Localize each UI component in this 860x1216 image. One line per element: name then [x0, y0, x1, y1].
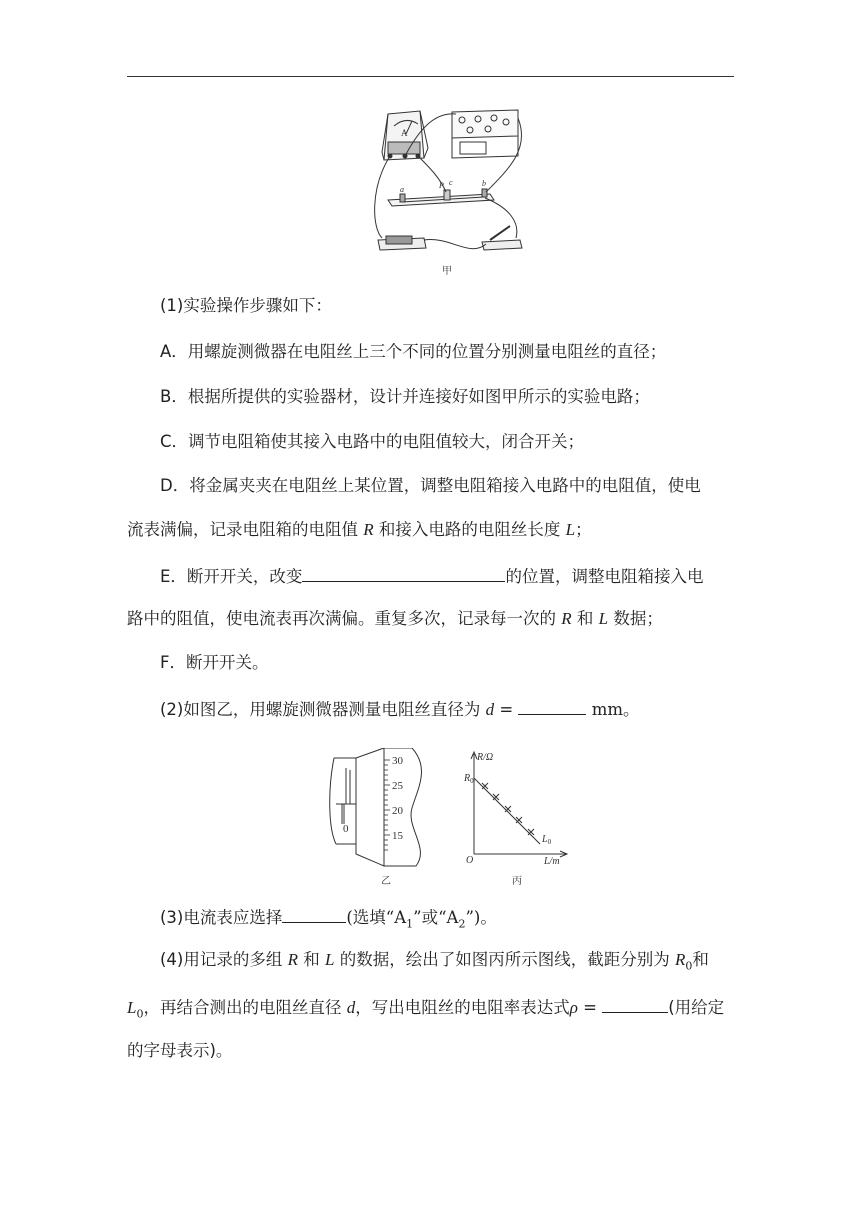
- q1-heading: (1)实验操作步骤如下：: [160, 296, 332, 315]
- node-a-label: a: [400, 185, 404, 194]
- header-rule: [127, 76, 734, 77]
- node-c-label: c: [449, 178, 453, 187]
- step-e-line2: 路中的阻值，使电流表再次满偏。重复多次，记录每一次的 R 和 L 数据；: [127, 609, 663, 628]
- q4-line2: $L_0$，再结合测出的电阻丝直径 d，写出电阻丝的电阻率表达式ρ = (用给定: [127, 995, 734, 1025]
- figure-bing-caption: 丙: [512, 876, 522, 887]
- x-intercept-label: $L_0$: [542, 834, 552, 846]
- q4-line3: 的字母表示)。: [127, 1041, 233, 1060]
- scale-label-15: 15: [392, 830, 403, 842]
- var-l: L: [565, 520, 576, 539]
- step-a: A．用螺旋测微器在电阻丝上三个不同的位置分别测量电阻丝的直径；: [160, 342, 667, 361]
- q2: (2)如图乙，用螺旋测微器测量电阻丝直径为 d = mm。: [160, 697, 734, 721]
- ammeter-letter: A: [401, 128, 408, 138]
- answer-blank-ammeter[interactable]: [282, 905, 346, 923]
- zero-label: 0: [343, 823, 349, 835]
- q3: (3)电流表应选择 (选填“$A_1$”或“$A_2$”)。: [160, 905, 734, 935]
- q4-line1: (4)用记录的多组 R 和 L 的数据，绘出了如图丙所示图线，截距分别为 $R_0$和: [160, 950, 709, 973]
- answer-blank-d[interactable]: [518, 697, 586, 715]
- figure-jia-caption: 甲: [442, 266, 452, 277]
- figure-yi-caption: 乙: [381, 876, 391, 887]
- y-intercept-label: $R_0$: [464, 773, 474, 785]
- node-b-label: b: [482, 179, 486, 188]
- scale-label-30: 30: [392, 755, 403, 767]
- scale-label-20: 20: [392, 805, 403, 817]
- origin-label: O: [466, 855, 474, 866]
- step-b: B．根据所提供的实验器材，设计并连接好如图甲所示的实验电路；: [160, 387, 650, 406]
- step-d-line1: D．将金属夹夹在电阻丝上某位置，调整电阻箱接入电路中的电阻值，使电: [160, 476, 701, 495]
- answer-blank-e[interactable]: [302, 564, 505, 582]
- step-d-line2: 流表满偏，记录电阻箱的电阻值 R 和接入电路的电阻丝长度 L；: [127, 520, 592, 539]
- var-r: R: [363, 520, 374, 539]
- figure-bing-graph: [460, 748, 570, 870]
- node-p-label: P: [439, 181, 444, 190]
- step-c: C．调节电阻箱使其接入电路中的电阻值较大，闭合开关；: [160, 432, 585, 451]
- scale-label-25: 25: [392, 780, 403, 792]
- figure-yi-micrometer: [326, 748, 436, 872]
- var-rho: ρ: [569, 998, 578, 1017]
- x-axis-label: L/m: [544, 856, 560, 867]
- answer-blank-rho[interactable]: [602, 995, 668, 1013]
- step-f: F．断开开关。: [160, 653, 269, 672]
- figure-jia-circuit: [360, 108, 530, 258]
- y-axis-label: R/Ω: [477, 752, 494, 763]
- step-e-line1: E．断开开关，改变 的位置，调整电阻箱接入电: [160, 564, 734, 588]
- var-d: d: [485, 700, 495, 719]
